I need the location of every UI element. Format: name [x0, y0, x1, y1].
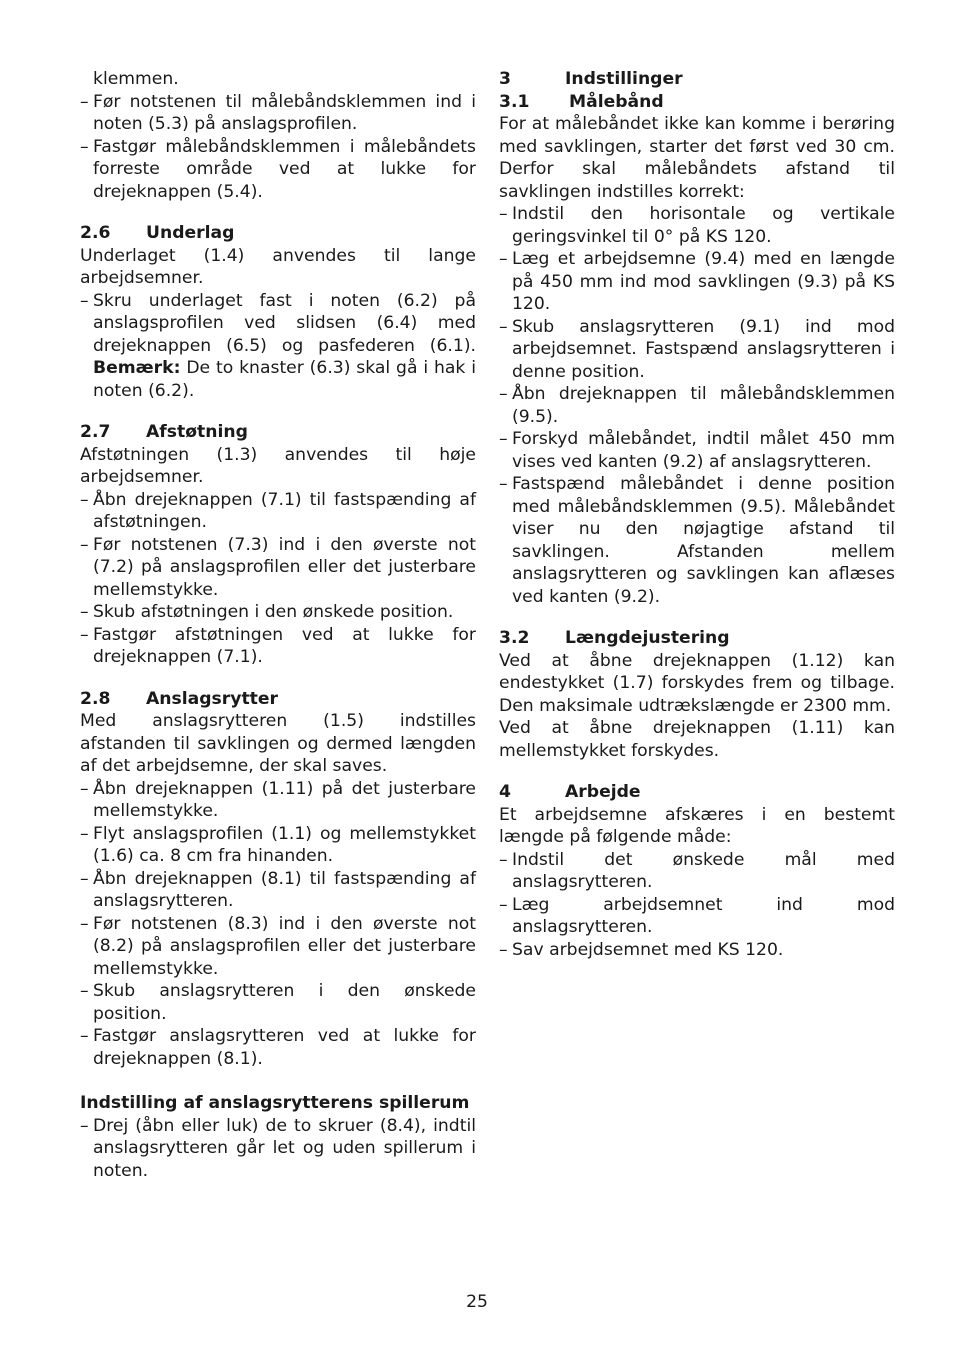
list-item: – Flyt anslagsprofilen (1.1) og mellemstykket (1.6) ca. 8 cm fra hinanden. — [80, 823, 476, 868]
list-item: – Fastgør afstøtningen ved at lukke for drejeknappen (7.1). — [80, 624, 476, 669]
section-title: Længdejustering — [565, 628, 730, 648]
section-list — [80, 1115, 476, 1183]
section-number: 3.2 — [499, 628, 530, 648]
section-text: Ved at åbne drejeknappen (1.12) kan endestykket (1.7) forskydes frem og tilbage. Den maksimale udtrækslængde er 2300 mm. — [499, 650, 895, 716]
section-play-adjustment — [80, 1092, 476, 1182]
list-item: – Skub afstøtningen i den ønskede position. — [80, 601, 476, 624]
section-title: Indstillinger — [565, 69, 683, 89]
intro-list — [80, 91, 476, 204]
section-4 — [499, 781, 895, 961]
intro-continuation: klemmen. — [93, 69, 179, 89]
note-label: Bemærk: — [93, 358, 181, 378]
section-list — [499, 203, 895, 608]
section-number: 4 — [499, 782, 511, 802]
section-title: Anslagsrytter — [146, 688, 279, 709]
list-item: – Læg et arbejdsemne (9.4) med en længde på 450 mm ind mod savklingen (9.3) på KS 120. — [499, 248, 895, 316]
list-item: – Skub anslagsrytteren (9.1) ind mod arbejdsemnet. Fastspænd anslagsrytteren i denne position. — [499, 316, 895, 384]
section-title: Underlag — [146, 223, 235, 243]
section-number: 2.8 — [80, 688, 111, 709]
list-item: – Indstil den horisontale og vertikale geringsvinkel til 0° på KS 120. — [499, 203, 895, 248]
section-list — [499, 849, 895, 962]
list-item: – Fastspænd målebåndet i denne position med målebåndsklemmen (9.5). Målebåndet viser nu den nøjagtige afstand til savklingen. Afstanden mellem anslagsrytteren og savklingen kan aflæses ved kanten (9.2). — [499, 473, 895, 608]
section-number: 3 — [499, 69, 511, 89]
list-item: – Forskyd målebåndet, indtil målet 450 mm vises ved kanten (9.2) af anslagsrytteren. — [499, 428, 895, 473]
section-heading — [80, 688, 476, 711]
section-list — [80, 778, 476, 1071]
note-text: De to knaster (6.3) skal gå i hak i noten (6.2). — [93, 358, 476, 401]
section-number: 2.6 — [80, 223, 111, 243]
list-item-text: Skru underlaget fast i noten (6.2) på anslagsprofilen ved slidsen (6.4) med drejeknappen (6.5) og pasfederen (6.1). — [93, 290, 476, 356]
section-2-8 — [80, 688, 476, 1071]
list-item: – Læg arbejdsemnet ind mod anslagsrytteren. — [499, 894, 895, 939]
section-2-6 — [80, 222, 476, 402]
section-heading — [499, 627, 895, 650]
section-text: For at målebåndet ikke kan komme i berøring med savklingen, starter det først ved 30 cm. Derfor skal målebåndets afstand til savklingen indstilles korrekt: — [499, 114, 895, 202]
list-item: – Åbn drejeknappen (8.1) til fastspænding af anslagsrytteren. — [80, 868, 476, 913]
section-text: Et arbejdsemne afskæres i en bestemt længde på følgende måde: — [499, 804, 895, 847]
list-item: – Drej (åbn eller luk) de to skruer (8.4), indtil anslagsrytteren går let og uden spillerum i noten. — [80, 1115, 476, 1183]
section-title: Afstøtning — [146, 422, 248, 442]
section-list — [80, 290, 476, 403]
page-number: 25 — [466, 1292, 488, 1312]
section-number: 2.7 — [80, 422, 111, 442]
list-item: – Åbn drejeknappen (1.11) på det justerbare mellemstykke. — [80, 778, 476, 823]
list-item: – Åbn drejeknappen til målebåndsklemmen (9.5). — [499, 383, 895, 428]
section-text: Ved at åbne drejeknappen (1.11) kan mellemstykket forskydes. — [499, 718, 895, 761]
right-column — [499, 68, 895, 961]
section-heading — [499, 781, 895, 804]
list-item: – Før notstenen til målebåndsklemmen ind i noten (5.3) på anslagsprofilen. — [80, 91, 476, 136]
section-heading — [80, 421, 476, 444]
section-2-7 — [80, 421, 476, 669]
section-text: Med anslagsrytteren (1.5) indstilles afstanden til savklingen og dermed længden af det arbejdsemne, der skal saves. — [80, 711, 476, 776]
left-column — [80, 68, 476, 1182]
section-text: Underlaget (1.4) anvendes til lange arbejdsemner. — [80, 245, 476, 288]
section-3-2 — [499, 627, 895, 762]
section-heading — [499, 68, 895, 91]
list-item: – Indstil det ønskede mål med anslagsrytteren. — [499, 849, 895, 894]
section-3 — [499, 68, 895, 91]
section-heading — [80, 222, 476, 245]
list-item: – Skub anslagsrytteren i den ønskede position. — [80, 980, 476, 1025]
list-item: – Før notstenen (8.3) ind i den øverste not (8.2) på anslagsprofilen eller det justerbare mellemstykke. — [80, 913, 476, 981]
section-text: Afstøtningen (1.3) anvendes til høje arbejdsemner. — [80, 444, 476, 487]
list-item — [80, 290, 476, 403]
section-title: Målebånd — [569, 91, 664, 112]
list-item: – Før notstenen (7.3) ind i den øverste not (7.2) på anslagsprofilen eller det justerbare mellemstykke. — [80, 534, 476, 602]
list-item: – Fastgør anslagsrytteren ved at lukke for drejeknappen (8.1). — [80, 1025, 476, 1070]
section-list — [80, 489, 476, 669]
section-heading — [499, 91, 895, 114]
section-title: Arbejde — [565, 782, 641, 802]
list-item: – Åbn drejeknappen (7.1) til fastspænding af afstøtningen. — [80, 489, 476, 534]
list-item: – Fastgør målebåndsklemmen i målebåndets forreste område ved at lukke for drejeknappen (5.4). — [80, 136, 476, 204]
section-3-1 — [499, 91, 895, 609]
section-title: Indstilling af anslagsrytterens spillerum — [80, 1093, 470, 1113]
list-item: – Sav arbejdsemnet med KS 120. — [499, 939, 895, 962]
section-number: 3.1 — [499, 91, 530, 112]
